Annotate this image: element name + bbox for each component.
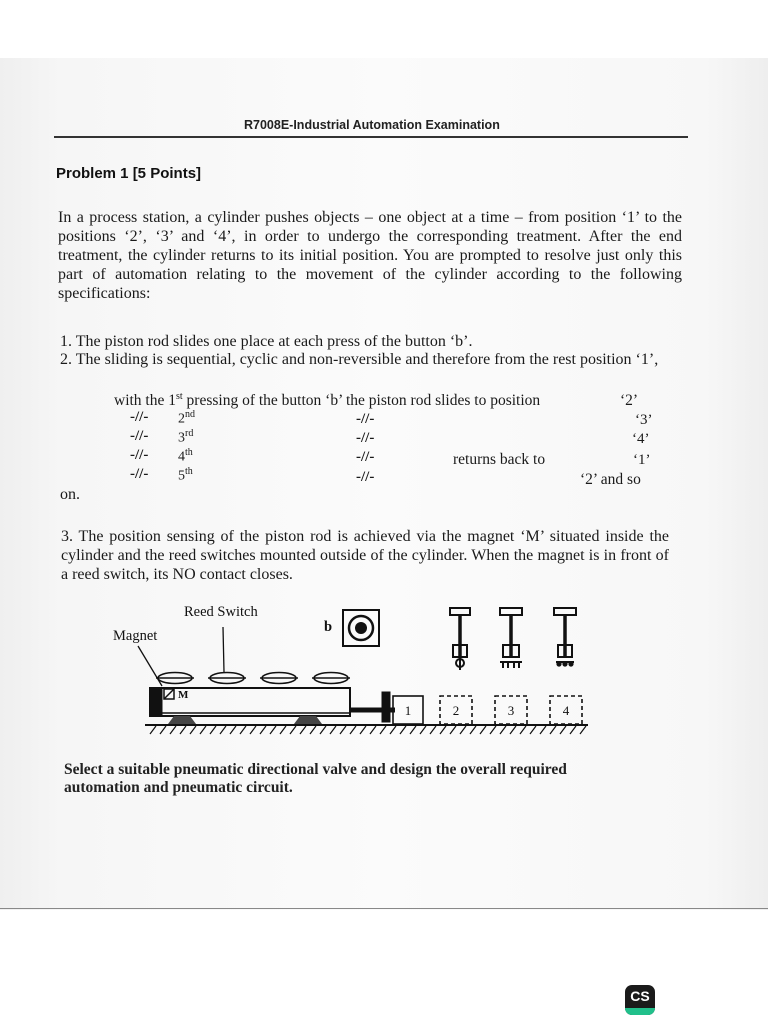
page-edge	[0, 908, 768, 909]
position-label: 2	[452, 703, 460, 718]
press-ordinal: 4th	[178, 447, 193, 465]
reed-switch-icon	[156, 673, 350, 684]
cylinder-diagram	[110, 600, 600, 745]
sequence-position: ‘1’	[633, 452, 651, 468]
spec-1: 1. The piston rod slides one place at each press of the button ‘b’.	[60, 333, 473, 350]
reed-switch-label: Reed Switch	[184, 604, 258, 620]
problem-title: Problem 1 [5 Points]	[56, 165, 202, 182]
exam-header: R7008E-Industrial Automation Examination	[244, 118, 500, 132]
floor-hatching	[145, 725, 588, 734]
sequence-position-first: ‘2’	[620, 392, 639, 409]
button-label: b	[324, 619, 333, 635]
sequence-first-press: with the 1st pressing of the button ‘b’ the piston rod slides to position	[114, 391, 541, 410]
ditto-mark: -//-	[356, 430, 375, 446]
treatment-tool-icon	[450, 608, 470, 670]
spec-2: 2. The sliding is sequential, cyclic and non-reversible and therefore from the rest position ‘1’,	[60, 351, 659, 368]
ditto-mark: -//-	[356, 469, 375, 485]
header-divider	[54, 136, 688, 138]
position-label: 1	[404, 703, 412, 718]
press-ordinal: 2nd	[178, 409, 195, 427]
press-ordinal: 5th	[178, 466, 193, 484]
on-text: on.	[60, 486, 80, 503]
ditto-mark: -//-	[356, 449, 375, 465]
ditto-mark: -//-	[356, 411, 375, 427]
magnet-marker: M	[178, 689, 189, 701]
press-ordinal: 3rd	[178, 428, 194, 446]
position-label: 3	[507, 703, 515, 718]
push-button-icon	[343, 610, 379, 646]
position-label: 4	[562, 703, 570, 718]
task-instruction: Select a suitable pneumatic directional valve and design the overall required automation and pneumatic circuit.	[64, 761, 567, 796]
spec-3: 3. The position sensing of the piston rod is achieved via the magnet ‘M’ situated inside the cylinder and the reed switches mounted outside of the cylinder. When the magnet is in front of a reed switch, its NO contact closes.	[61, 528, 669, 583]
sequence-position: ‘3’	[635, 412, 653, 428]
treatment-tool-icon	[554, 608, 576, 666]
ditto-mark: -//-	[130, 447, 149, 463]
ditto-mark: -//-	[130, 466, 149, 482]
camscanner-logo-icon: CS	[625, 985, 655, 1015]
ditto-mark: -//-	[130, 409, 149, 425]
returns-back-text: returns back to	[453, 451, 546, 468]
sequence-position: ‘2’ and so	[580, 471, 641, 488]
sequence-position: ‘4’	[632, 431, 650, 447]
ditto-mark: -//-	[130, 428, 149, 444]
treatment-tool-icon	[500, 608, 522, 668]
magnet-label: Magnet	[113, 628, 158, 644]
problem-intro: In a process station, a cylinder pushes objects – one object at a time – from position ‘1’ to the positions ‘2’, ‘3’ and ‘4’, in order to undergo the corresponding treatment. After the end treatment, the cylinder returns to its initial position. You are prompted to resolve just only this part of automation relating to the movement of the cylinder according to the following specifications:	[58, 209, 682, 302]
